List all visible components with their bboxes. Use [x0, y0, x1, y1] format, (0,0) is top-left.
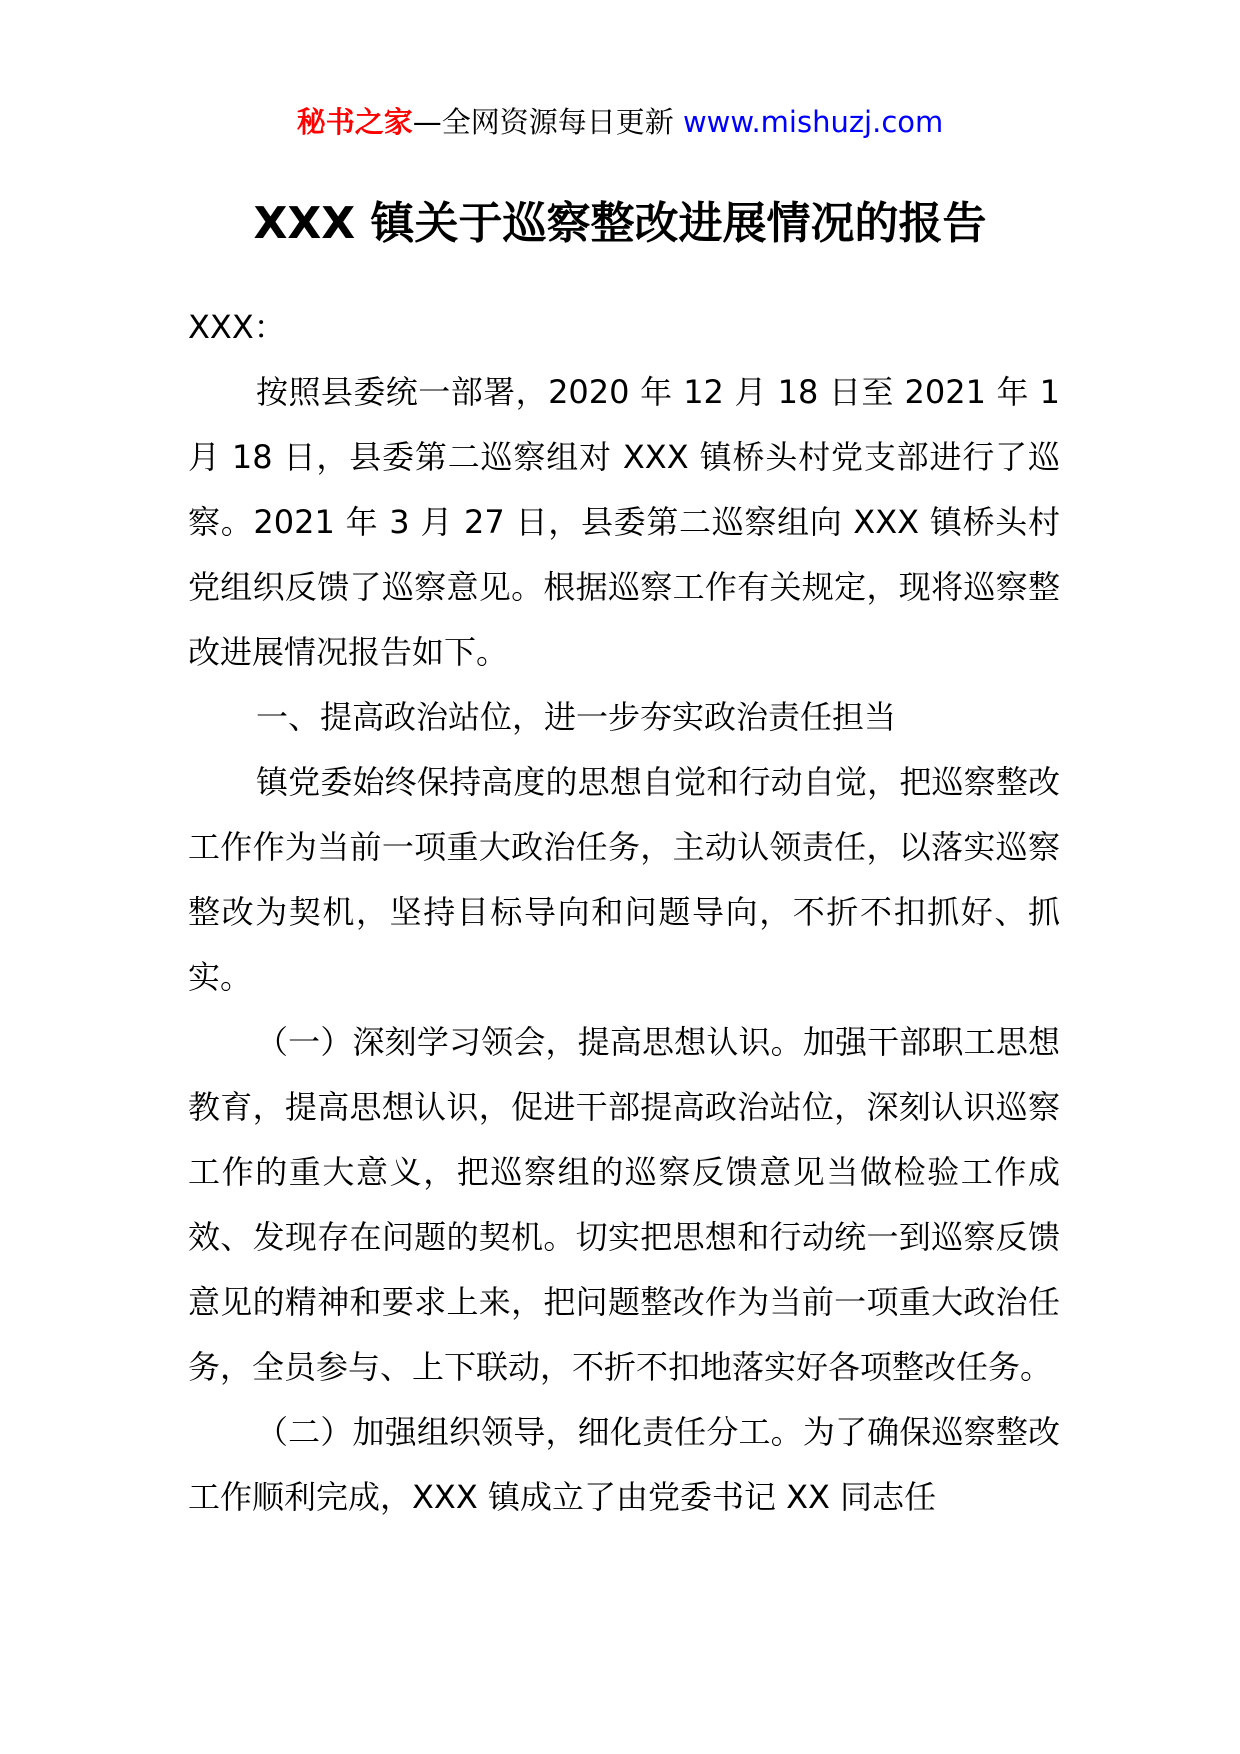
paragraph-subsection-1: （一）深刻学习领会，提高思想认识。加强干部职工思想教育，提高思想认识，促进干部提高政治站位，深刻认识巡察工作的重大意义，把巡察组的巡察反馈意见当做检验工作成效、发现存在问题的契机。切实把思想和行动统一到巡察反馈意见的精神和要求上来，把问题整改作为当前一项重大政治任务，全员参与、上下联动，不折不扣地落实好各项整改任务。 — [188, 1023, 1060, 1386]
document-title: XXX 镇关于巡察整改进展情况的报告 — [253, 198, 987, 249]
site-name: 秘书之家 — [296, 105, 413, 139]
section-heading-1: 一、提高政治站位，进一步夯实政治责任担当 — [256, 698, 897, 736]
paragraph-intro: 按照县委统一部署，2020 年 12 月 18 日至 2021 年 1 月 18 日，县委第二巡察组对 XXX 镇桥头村党支部进行了巡察。2021 年 3 月 27 日，县委第二巡察组向 XXX 镇桥头村党组织反馈了巡察意见。根据巡察工作有关规定，现将巡察整改进展情况报告如下。 — [188, 373, 1060, 671]
watermark-header — [0, 102, 1240, 142]
site-url-link[interactable]: www.mishuzj.com — [682, 105, 944, 139]
salutation: XXX： — [188, 308, 286, 346]
site-tagline: —全网资源每日更新 — [412, 105, 674, 139]
paragraph-section-1: 镇党委始终保持高度的思想自觉和行动自觉，把巡察整改工作作为当前一项重大政治任务，主动认领责任，以落实巡察整改为契机，坚持目标导向和问题导向，不折不扣抓好、抓实。 — [188, 763, 1060, 996]
paragraph-subsection-2: （二）加强组织领导，细化责任分工。为了确保巡察整改工作顺利完成，XXX 镇成立了由党委书记 XX 同志任 — [188, 1413, 1060, 1516]
document-body — [188, 295, 1060, 1530]
